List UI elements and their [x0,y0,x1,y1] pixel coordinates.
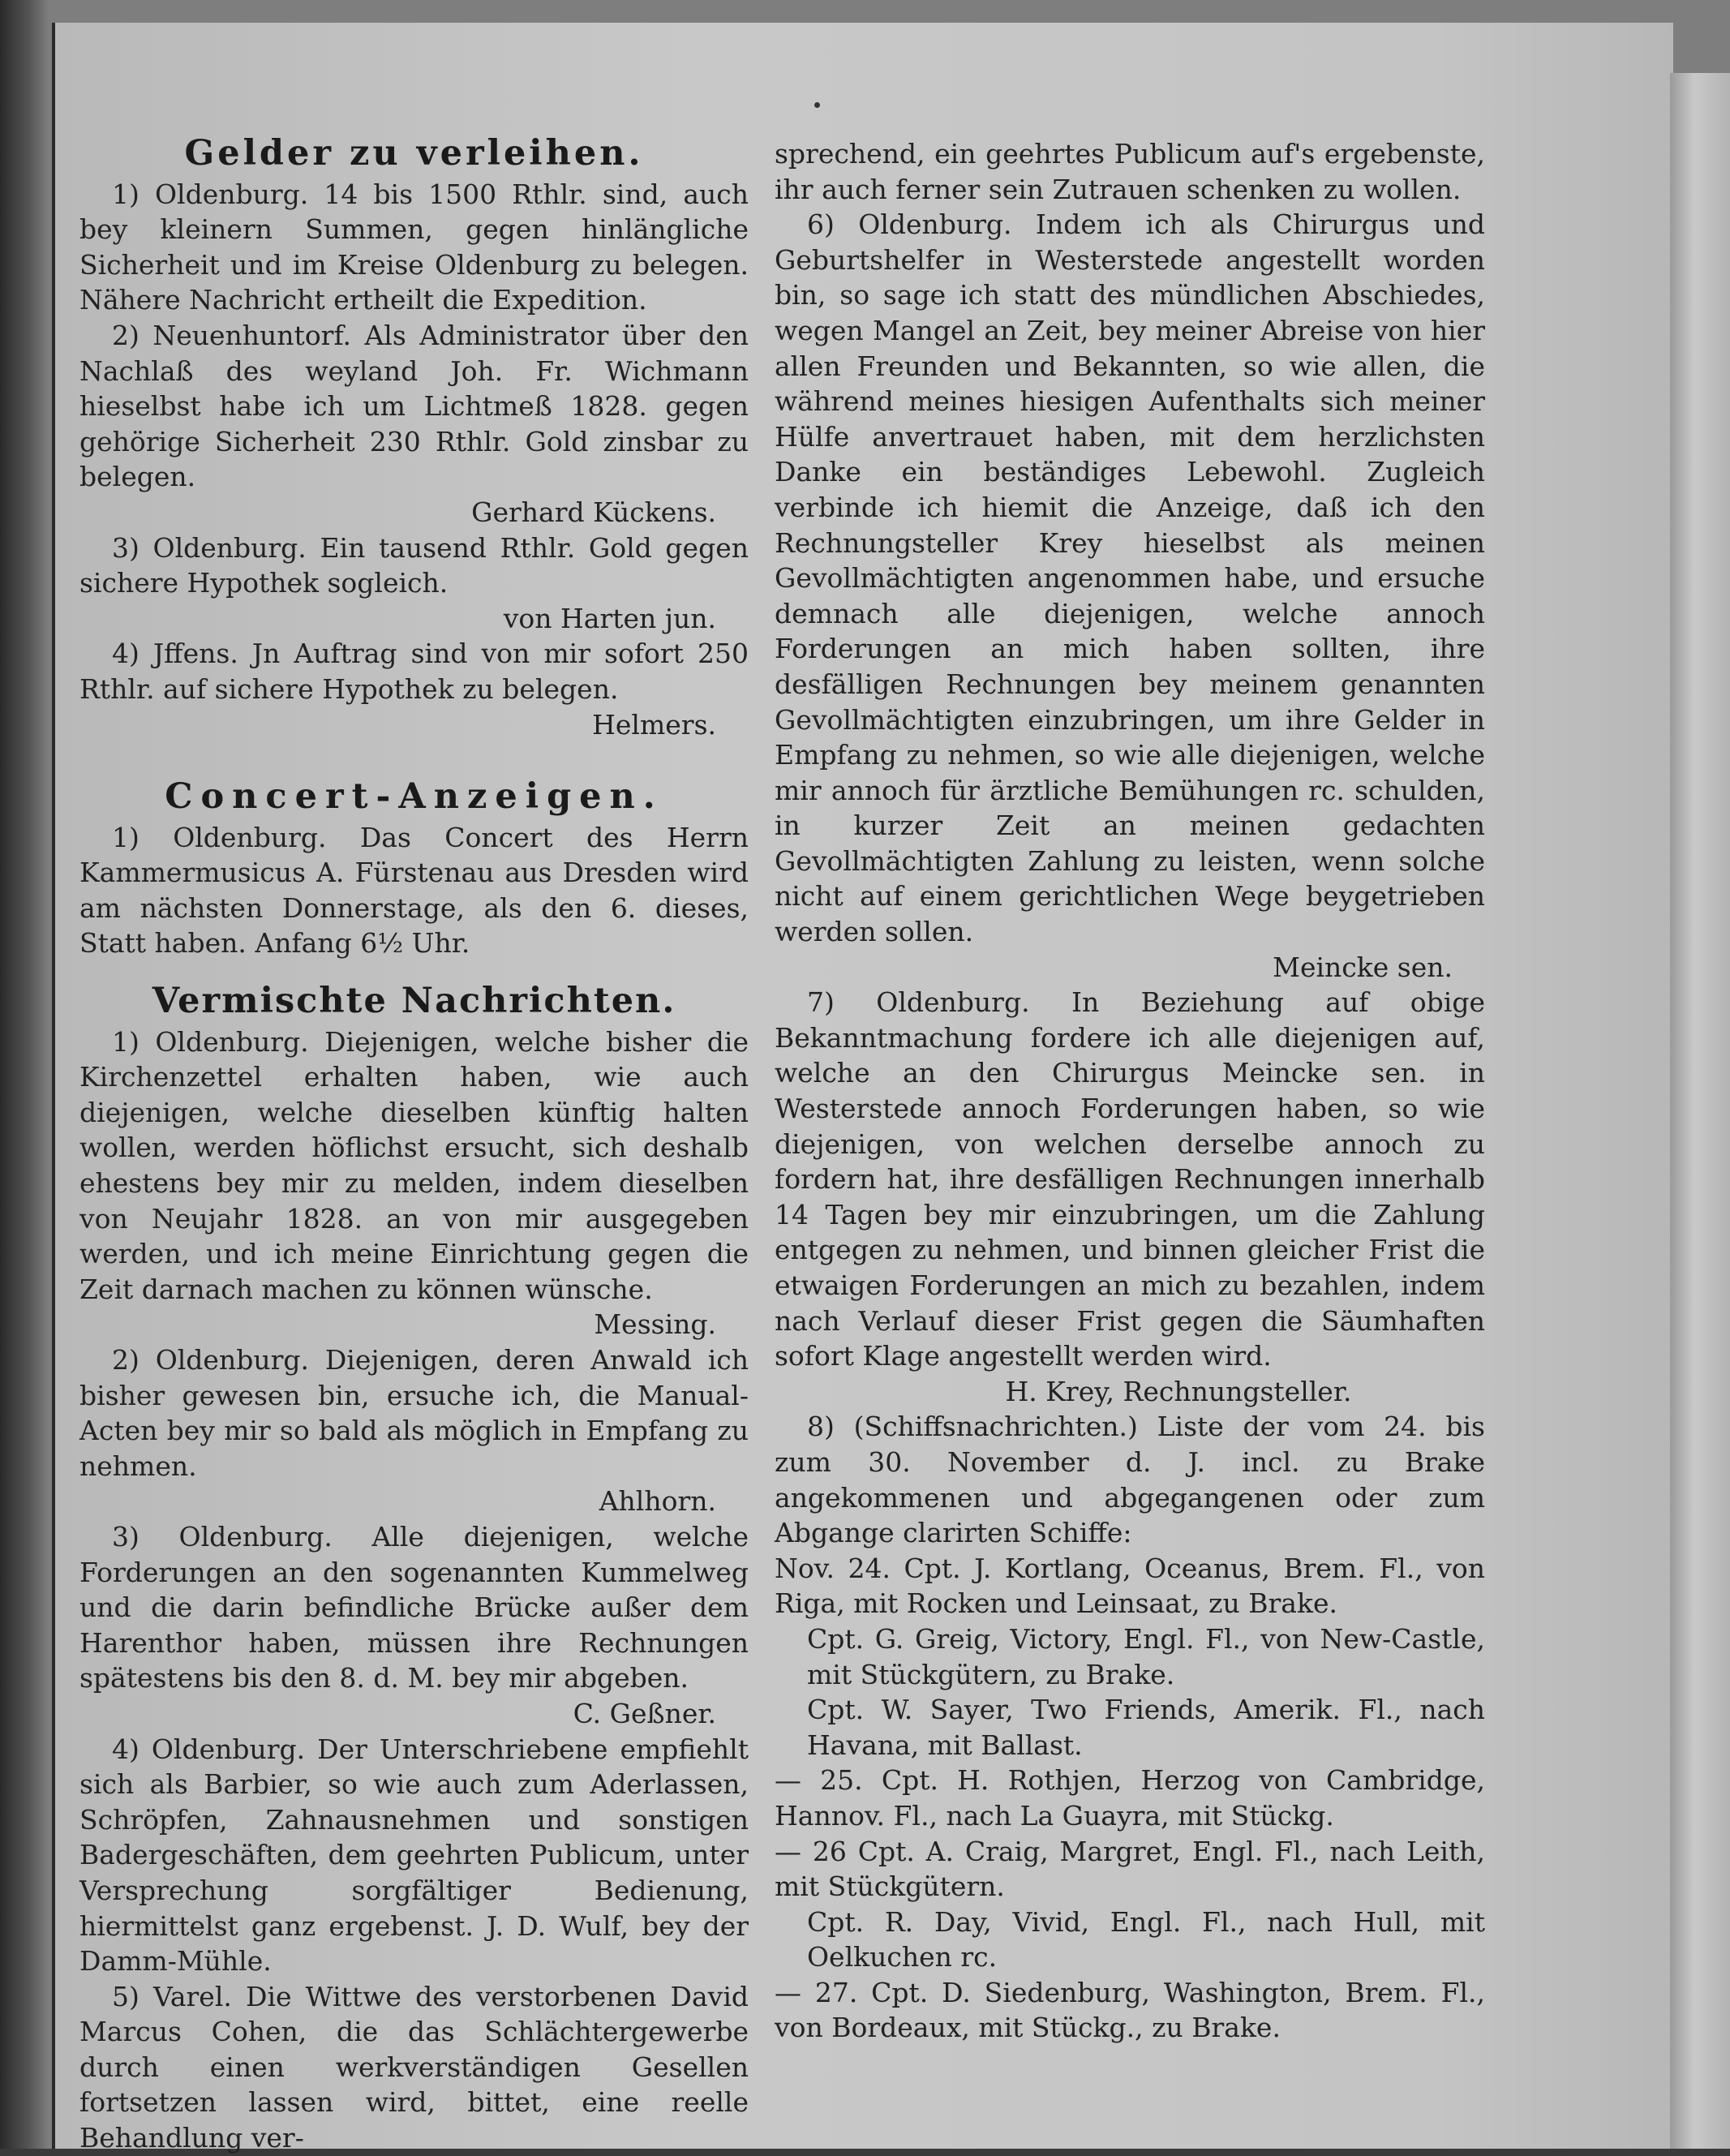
book-gutter [0,0,49,2149]
ships-entry [775,1409,1485,2046]
gelder-entry-2 [79,318,749,530]
right-entry-6 [775,207,1485,985]
entry-text: 1) Oldenburg. Das Concert des Herrn Kammermusicus A. Fürstenau aus Dresden wird am nächsten Donnerstage, als den 6. dieses, Statt haben. Anfang 6½ Uhr. [79,821,749,960]
continuation-entry [775,136,1485,207]
heading-concert: Concert-Anzeigen. [165,776,663,818]
entry-text: 1) Oldenburg. 14 bis 1500 Rthlr. sind, auch bey kleinern Summen, gegen hinlängliche Sicherheit und im Kreise Oldenburg zu belegen. Nähere Nachricht ertheilt die Expedition. [79,178,749,316]
entry-signature: Gerhard Kückens. [471,496,716,528]
entry-text: 1) Oldenburg. Diejenigen, welche bisher die Kirchenzettel erhalten haben, wie auch diejenigen, welche dieselben künftig halten wollen, werden höflichst ersucht, sich deshalb ehestens bey mir zu melden, indem dieselben von Neujahr 1828. an von mir ausgegeben werden, und ich meine Einrichtung gegen die Zeit darnach machen zu können wünsche. [79,1025,749,1305]
concert-entry [79,820,749,961]
vermischte-entry-4 [79,1732,749,1979]
entry-signature: Meincke sen. [1273,951,1453,983]
ink-dot [814,102,820,108]
gelder-entry-4 [79,636,749,742]
ship-line: — 26 Cpt. A. Craig, Margret, Engl. Fl., nach Leith, mit Stückgütern. [775,1835,1485,1903]
gelder-entry-3 [79,530,749,637]
heading-vermischte: Vermischte Nachrichten. [152,981,676,1022]
entry-text: sprechend, ein geehrtes Publicum auf's ergebenste, ihr auch ferner sein Zutrauen schenken zu wollen. [775,138,1485,205]
entry-signature: H. Krey, Rechnungsteller. [1005,1375,1352,1407]
ships-intro: 8) (Schiffsnachrichten.) Liste der vom 24. bis zum 30. November d. J. incl. zu Brake angekommenen und abgegangenen oder zum Abgange clarirten Schiffe: [775,1411,1485,1549]
entry-text: 4) Oldenburg. Der Unterschriebene empfiehlt sich als Barbier, so wie auch zum Aderlassen, Schröpfen, Zahnausnehmen und sonstigen Badergeschäften, dem geehrten Publicum, unter Versprechung sorgfältiger Bedienung, hiermittelst ganz ergebenst. J. D. Wulf, bey der Damm-Mühle. [79,1733,749,1978]
entry-text: 3) Oldenburg. Ein tausend Rthlr. Gold gegen sichere Hypothek sogleich. [79,531,749,599]
left-column [79,133,749,2156]
entry-signature: Ahlhorn. [599,1485,716,1518]
right-column [775,136,1485,2046]
entry-signature: von Harten jun. [503,602,716,634]
vermischte-entry-5 [79,1979,749,2156]
entry-text: 2) Oldenburg. Diejenigen, deren Anwald ich bisher gewesen bin, ersuche ich, die Manual-Acten bey mir so bald als möglich in Empfang zu nehmen. [79,1344,749,1482]
page-edge [1670,73,1730,2149]
ship-line: — 27. Cpt. D. Siedenburg, Washington, Brem. Fl., von Bordeaux, mit Stückg., zu Brake. [775,1976,1485,2044]
entry-signature: Messing. [594,1308,716,1341]
entry-signature: C. Geßner. [573,1697,716,1729]
ship-line: — 25. Cpt. H. Rothjen, Herzog von Cambridge, Hannov. Fl., nach La Guayra, mit Stückg. [775,1764,1485,1832]
entry-text: 6) Oldenburg. Indem ich als Chirurgus und Geburtshelfer in Westerstede angestellt worden bin, so sage ich statt des mündlichen Abschiedes, wegen Mangel an Zeit, bey meiner Abreise von hier allen Freunden und Bekannten, so wie allen, die während meines hiesigen Aufenthalts sich meiner Hülfe anvertrauet haben, mit dem herzlichsten Danke ein beständiges Lebewohl. Zugleich verbinde ich hiemit die Anzeige, daß ich den Rechnungsteller Krey hieselbst als meinen Gevollmächtigten angenommen habe, und ersuche demnach alle diejenigen, welche annoch Forderungen an mich haben sollten, ihre desfälligen Rechnungen bey meinem genannten Gevollmächtigten einzubringen, um ihre Gelder in Empfang zu nehmen, so wie alle diejenigen, welche mir annoch für ärztliche Bemühungen rc. schulden, in kurzer Zeit an meinen gedachten Gevollmächtigten Zahlung zu leisten, wenn solche nicht auf einem gerichtlichen Wege beygetrieben werden sollen. [775,208,1485,948]
entry-text: 2) Neuenhuntorf. Als Administrator über den Nachlaß des weyland Joh. Fr. Wichmann hieselbst habe ich um Lichtmeß 1828. gegen gehörige Sicherheit 230 Rthlr. Gold zinsbar zu belegen. [79,319,749,493]
ship-line: Cpt. G. Greig, Victory, Engl. Fl., von New-Castle, mit Stückgütern, zu Brake. [807,1622,1485,1690]
entry-text: 7) Oldenburg. In Beziehung auf obige Bekanntmachung fordere ich alle diejenigen auf, welche an den Chirurgus Meincke sen. in Westerstede annoch Forderungen haben, so wie diejenigen, von welchen derselbe annoch zu fordern hat, ihre desfälligen Rechnungen innerhalb 14 Tagen bey mir einzubringen, um die Zahlung entgegen zu nehmen, und binnen gleicher Frist die etwaigen Forderungen an mich zu bezahlen, indem nach Verlauf dieser Frist gegen die Säumhaften sofort Klage angestellt werden wird. [775,986,1485,1372]
entry-signature: Helmers. [592,708,716,741]
ship-line: Cpt. W. Sayer, Two Friends, Amerik. Fl., nach Havana, mit Ballast. [807,1694,1485,1761]
vermischte-entry-1 [79,1024,749,1342]
vermischte-entry-2 [79,1342,749,1519]
ship-line: Nov. 24. Cpt. J. Kortlang, Oceanus, Brem. Fl., von Riga, mit Rocken und Leinsaat, zu Brake. [775,1552,1485,1620]
heading-gelder: Gelder zu verleihen. [184,133,644,174]
gelder-entry-1 [79,177,749,318]
entry-text: 4) Jffens. Jn Auftrag sind von mir sofort 250 Rthlr. auf sichere Hypothek zu belegen. [79,638,749,705]
entry-text: 3) Oldenburg. Alle diejenigen, welche Forderungen an den sogenannten Kummelweg und die darin befindliche Brücke außer dem Harenthor haben, müssen ihre Rechnungen spätestens bis den 8. d. M. bey mir abgeben. [79,1520,749,1694]
right-entry-7 [775,985,1485,1409]
entry-text: 5) Varel. Die Wittwe des verstorbenen David Marcus Cohen, die das Schlächtergewerbe durch einen werkverständigen Gesellen fortsetzen lassen wird, bittet, eine reelle Behandlung ver- [79,1980,749,2154]
ship-line: Cpt. R. Day, Vivid, Engl. Fl., nach Hull, mit Oelkuchen rc. [807,1905,1485,1973]
vermischte-entry-3 [79,1519,749,1732]
